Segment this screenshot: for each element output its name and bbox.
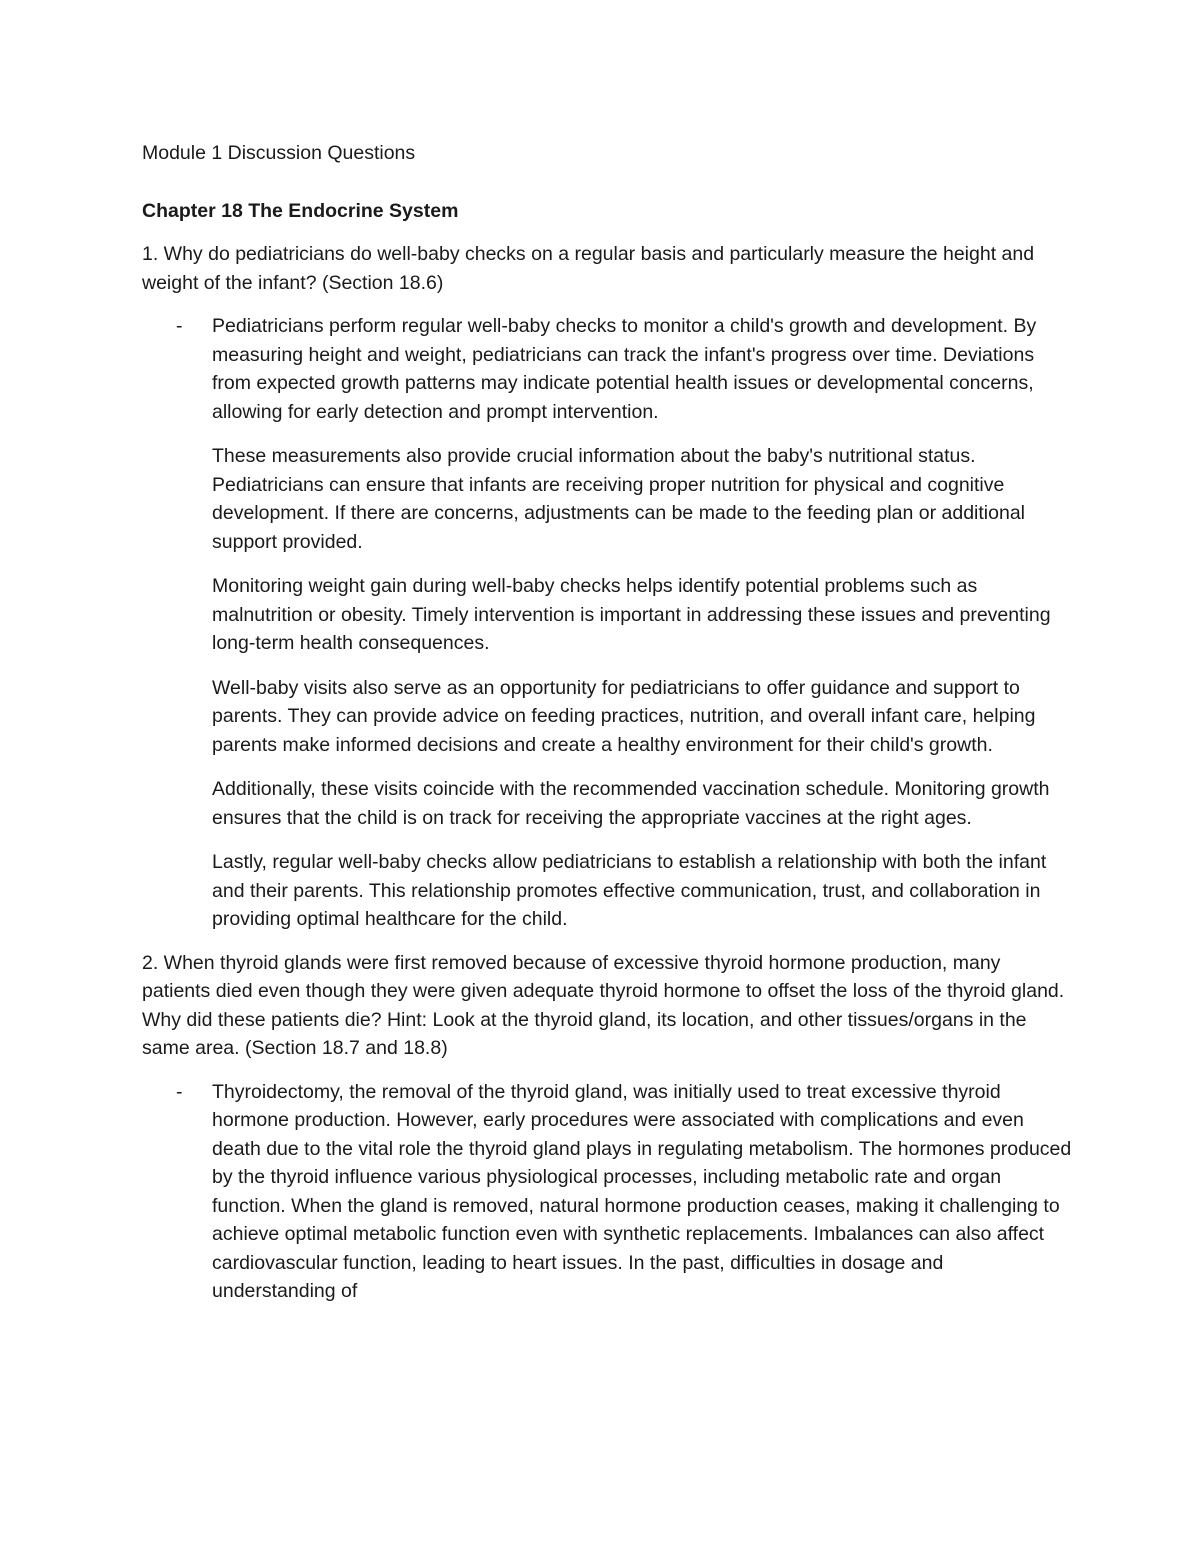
answer-1-paragraph-5: Additionally, these visits coincide with the recommended vaccination schedule. Monitoring growth ensures that the child is on track for receiving the appropriate vaccines at the right ages. [212,778,1050,829]
question-1: 1. Why do pediatricians do well-baby checks on a regular basis and particularly measure the height and weight of the infant? (Section 18.6) [142,243,1035,294]
answer-1-paragraph-1: Pediatricians perform regular well-baby checks to monitor a child's growth and development. By measuring height and weight, pediatricians can track the infant's progress over time. Deviations from expected growth patterns may indicate potential health issues or developmental concerns, allowing for early detection and prompt intervention. [212,315,1037,423]
document-body [142,139,1072,1321]
answer-1 [142,312,1072,934]
bullet-dash: - [176,315,183,337]
answer-2-paragraph-1: Thyroidectomy, the removal of the thyroid gland, was initially used to treat excessive thyroid hormone production. However, early procedures were associated with complications and even death due to the vital role the thyroid gland plays in regulating metabolism. The hormones produced by the thyroid influence various physiological processes, including metabolic rate and organ function. When the gland is removed, natural hormone production ceases, making it challenging to achieve optimal metabolic function even with synthetic replacements. Imbalances can also affect cardiovascular function, leading to heart issues. In the past, difficulties in dosage and understanding of [212,1080,1072,1302]
bullet-dash: - [176,1080,183,1103]
question-2: 2. When thyroid glands were first removed because of excessive thyroid hormone production, many patients died even though they were given adequate thyroid hormone to offset the loss of the thyroid gland. Why did these patients die? Hint: Look at the thyroid gland, its location, and other tissues/organs in the same area. (Section 18.7 and 18.8) [142,951,1065,1059]
answer-1-paragraph-6: Lastly, regular well-baby checks allow pediatricians to establish a relationship with both the infant and their parents. This relationship promotes effective communication, trust, and collaboration in providing optimal healthcare for the child. [212,851,1047,930]
answer-1-paragraph-2: These measurements also provide crucial information about the baby's nutritional status. Pediatricians can ensure that infants are receiving proper nutrition for physical and cognitive development. If there are concerns, adjustments can be made to the feeding plan or additional support provided. [212,445,1026,553]
answer-1-paragraph-4: Well-baby visits also serve as an opportunity for pediatricians to offer guidance and support to parents. They can provide advice on feeding practices, nutrition, and overall infant care, helping parents make informed decisions and create a healthy environment for their child's growth. [212,676,1036,756]
answer-1-paragraph-3: Monitoring weight gain during well-baby checks helps identify potential problems such as malnutrition or obesity. Timely intervention is important in addressing these issues and preventing long-term health consequences. [212,575,1051,654]
answer-2 [142,1078,1072,1306]
chapter-heading: Chapter 18 The Endocrine System [142,199,459,222]
document-title: Module 1 Discussion Questions [142,142,416,164]
